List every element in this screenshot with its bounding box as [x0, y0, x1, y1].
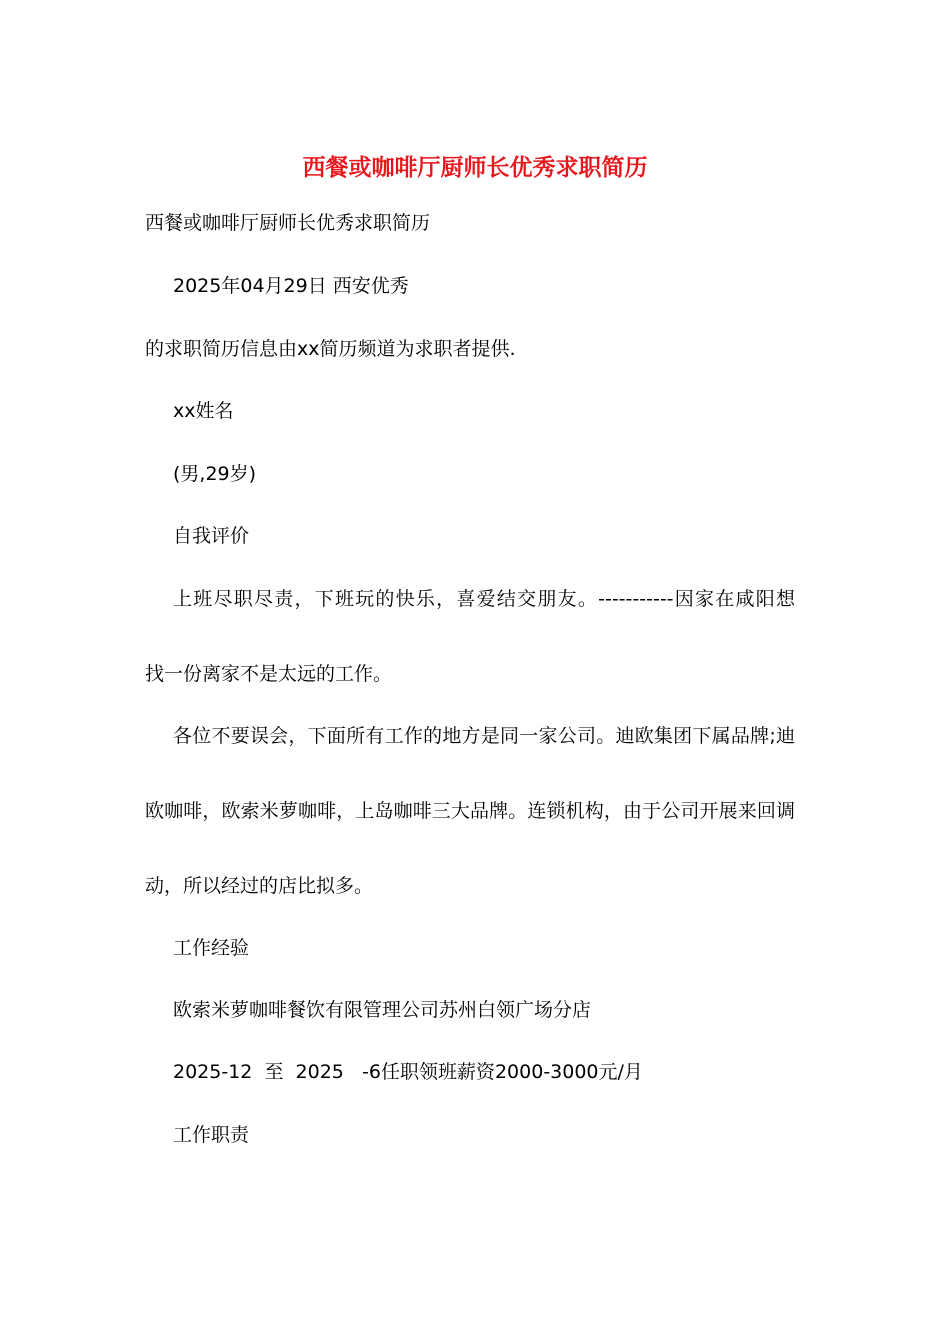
- company-note-paragraph-line-3: 动，所以经过的店比拟多。: [145, 875, 374, 897]
- gender-age-line: (男,29岁): [173, 463, 257, 485]
- source-info-line: 的求职简历信息由xx简历频道为求职者提供.: [145, 338, 516, 360]
- employment-period-line: 2025-12 至 2025 -6任职领班薪资2000-3000元/月: [173, 1061, 643, 1083]
- date-source-line: 2025年04月29日 西安优秀: [173, 275, 409, 297]
- job-duties-heading: 工作职责: [173, 1124, 250, 1146]
- self-evaluation-paragraph-line-1: 上班尽职尽责，下班玩的快乐，喜爱结交朋友。-----------因家在咸阳想: [173, 588, 795, 610]
- name-line: xx姓名: [173, 400, 234, 422]
- company-note-paragraph-line-2: 欧咖啡，欧索米萝咖啡，上岛咖啡三大品牌。连锁机构，由于公司开展来回调: [145, 800, 795, 822]
- self-evaluation-paragraph-line-2: 找一份离家不是太远的工作。: [145, 663, 393, 685]
- subtitle-line: 西餐或咖啡厅厨师长优秀求职简历: [145, 212, 431, 234]
- employer-line: 欧索米萝咖啡餐饮有限管理公司苏州白领广场分店: [173, 999, 592, 1021]
- self-evaluation-heading: 自我评价: [173, 525, 250, 547]
- company-note-paragraph-line-1: 各位不要误会，下面所有工作的地方是同一家公司。迪欧集团下属品牌;迪: [173, 725, 795, 747]
- document-title: 西餐或咖啡厅厨师长优秀求职简历: [302, 154, 648, 181]
- work-experience-heading: 工作经验: [173, 937, 250, 959]
